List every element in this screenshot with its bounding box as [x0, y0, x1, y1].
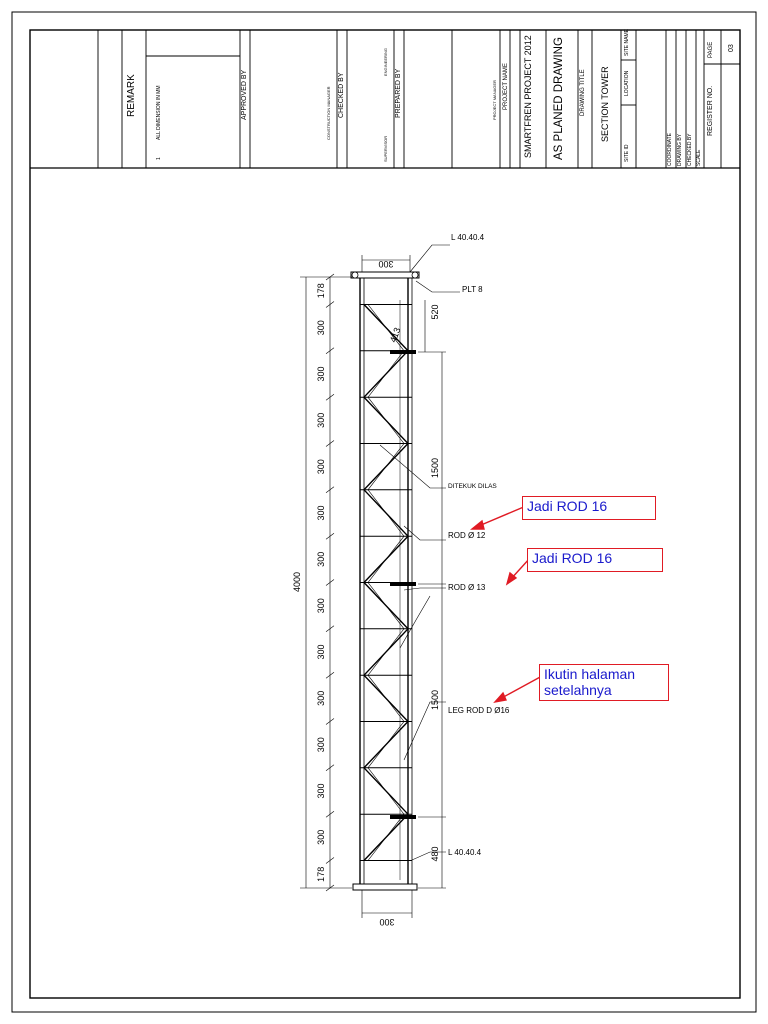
drawing-title-label: DRAWING TITLE: [580, 69, 586, 116]
engineering-label: ENGINEERING: [383, 47, 388, 76]
dim-1500-upper: 1500: [430, 457, 440, 479]
label-ditekuk: DITEKUK DILAS: [448, 483, 497, 490]
dim-1500-lower: 1500: [430, 689, 440, 711]
segment-dimension-3: 300: [316, 366, 326, 382]
segment-dimension-10: 300: [316, 690, 326, 706]
drawing-by-label: DRAWING BY: [677, 133, 683, 166]
project-name-label: PROJECT NAME: [503, 63, 509, 110]
dim-520: 520: [430, 304, 440, 320]
dim-480: 480: [430, 846, 440, 862]
segment-dimension-9: 300: [316, 644, 326, 660]
remark-index: 1: [156, 157, 162, 160]
label-rod12: ROD Ø 12: [448, 531, 486, 540]
page-label: PAGE: [708, 41, 714, 58]
page-number: 03: [728, 44, 735, 52]
project-manager-label: PROJECT MANAGER: [492, 80, 497, 120]
remark-label: REMARK: [126, 74, 137, 117]
annotation-note-2: Jadi ROD 16: [527, 548, 663, 572]
segment-dimension-14: 178: [316, 866, 326, 882]
checked-by-small-label: CHECKED BY: [687, 133, 693, 166]
project-name: SMARTFREN PROJECT 2012: [523, 35, 533, 158]
dim-total-height: 4000: [292, 571, 302, 593]
label-plt: PLT 8: [462, 285, 483, 294]
annotation-note-1: Jadi ROD 16: [522, 496, 656, 520]
segment-dimension-12: 300: [316, 783, 326, 799]
coordinate-label: COORDINATE: [667, 133, 673, 166]
dim-bottom-width: 300: [379, 917, 395, 927]
supervisor-label: SUPERVISOR: [383, 135, 388, 162]
site-name-label: SITE NAME: [624, 29, 630, 56]
location-label: LOCATION: [624, 70, 630, 96]
segment-dimension-7: 300: [316, 551, 326, 567]
segment-dimension-6: 300: [316, 505, 326, 521]
scale-label: SCALE: [696, 149, 702, 166]
segment-dimension-5: 300: [316, 459, 326, 475]
register-no-label: REGISTER NO.: [707, 85, 714, 136]
drawing-type: AS PLANED DRAWING: [553, 37, 565, 160]
segment-dimension-8: 300: [316, 598, 326, 614]
segment-dimensions: [316, 283, 326, 882]
label-rod13: ROD Ø 13: [448, 583, 486, 592]
site-id-label: SITE ID: [624, 144, 630, 162]
tower-plates: [351, 272, 419, 890]
checked-by-label: CHECKED BY: [338, 72, 345, 118]
annotation-note-3: Ikutin halaman setelahnya: [539, 664, 669, 701]
dim-top-width: 300: [378, 259, 394, 269]
dim-413: 413: [387, 326, 403, 344]
segment-dimension-2: 300: [316, 320, 326, 336]
label-l-bottom: L 40.40.4: [448, 848, 482, 857]
remark-note: ALL DIMENSION IN MM: [156, 85, 162, 140]
approved-by-label: APPROVED BY: [241, 69, 248, 120]
label-leg-rod: LEG ROD D Ø16: [448, 706, 510, 715]
segment-dimension-11: 300: [316, 737, 326, 753]
segment-dimension-1: 178: [316, 283, 326, 299]
construction-manager-label: CONSTRUCTION MANAGER: [326, 86, 331, 140]
label-l-top: L 40.40.4: [451, 233, 485, 242]
segment-dimension-4: 300: [316, 412, 326, 428]
prepared-by-label: PREPARED BY: [395, 68, 402, 118]
segment-dimension-13: 300: [316, 829, 326, 845]
drawing-title: SECTION TOWER: [600, 66, 610, 142]
dimension-lines: [300, 255, 446, 918]
